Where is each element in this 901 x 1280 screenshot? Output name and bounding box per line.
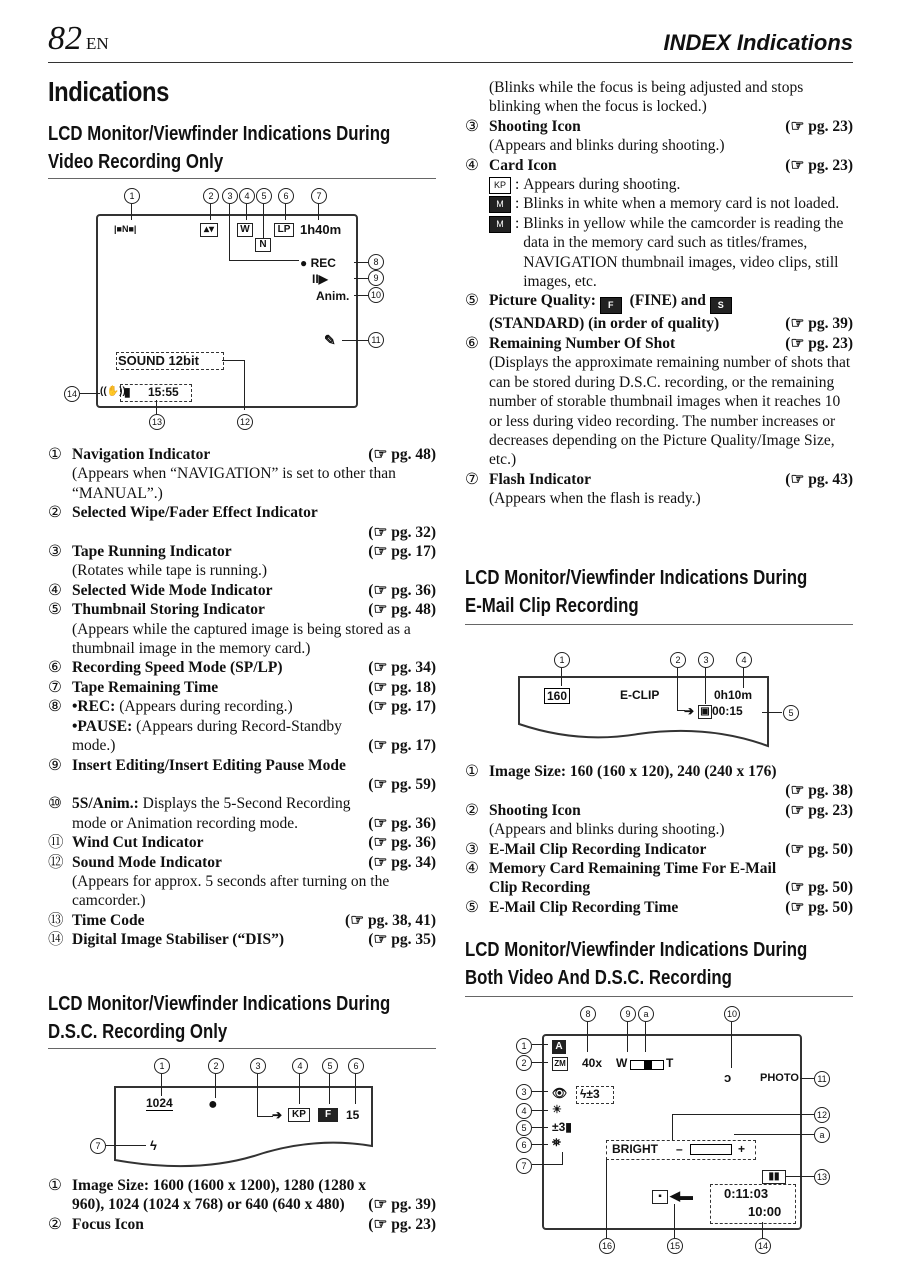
video-rule — [48, 178, 436, 179]
card-m-icon: M — [489, 196, 511, 213]
focus-note: (Blinks while the focus is being adjusted and stops blinking when the focus is locked.) — [489, 79, 804, 116]
list-item: ⑩ 5S/Anim.: Displays the 5-Second Recording mode or Animation recording mode. (☞ pg. 36) — [48, 795, 436, 832]
video-heading: LCD Monitor/Viewfinder Indications During Video Recording Only — [48, 123, 391, 173]
list-item: ⑨ Insert Editing/Insert Editing Pause Mode (☞ pg. 59) — [48, 756, 436, 793]
page-number: 82 EN — [48, 20, 109, 57]
list-item: ④ Selected Wide Mode Indicator (☞ pg. 36) — [48, 581, 436, 599]
list-item: ① Navigation Indicator (☞ pg. 48) (Appears when “NAVIGATION” is set to other than “MANUAL”.) — [48, 446, 436, 502]
list-item: •PAUSE: (Appears during Record-Standby mode.) (☞ pg. 17) — [72, 717, 436, 755]
card-m-icon: M — [489, 216, 511, 233]
dsc-rule — [48, 1048, 436, 1049]
email-heading: LCD Monitor/Viewfinder Indications During E-Mail Clip Recording — [465, 567, 808, 617]
list-item: ② Selected Wipe/Fader Effect Indicator (☞ pg. 32) — [48, 504, 436, 541]
standard-icon: S — [710, 297, 732, 314]
list-item: ⑥ Recording Speed Mode (SP/LP) (☞ pg. 34) — [48, 659, 436, 677]
video-indicator-list — [48, 445, 436, 950]
email-rule — [465, 624, 853, 625]
list-item: ⑤ Picture Quality: F (FINE) and S (STANDARD) (in order of quality) (☞ pg. 39) — [465, 292, 853, 333]
dsc-list-left — [48, 1176, 436, 1234]
video-screen-diagram: 1 2 3 4 5 6 7 |■N■| ▴▾ W N LP 1h40m ● REC II▶ Anim. ✎ 8 9 10 11 SOUND 12bit 12 ▮ 15:55 ((✋)) 14 13 — [62, 186, 392, 436]
list-item: ⑥ Remaining Number Of Shot (☞ pg. 23) (Displays the approximate remaining number of shots that can be stored during D.S.C. recording, or the remaining number of storable thumbnail images when it reaches 10 or less during video recording. The number increases or decreases depending on the Picture Quality/Image Size, etc.) — [465, 334, 853, 469]
list-item: ⑭ Digital Image Stabiliser (“DIS”) (☞ pg. 35) — [48, 931, 436, 949]
list-item: ④ Memory Card Remaining Time For E-Mail Clip Recording (☞ pg. 50) — [465, 860, 853, 897]
section-header: INDEX Indications — [663, 30, 853, 55]
list-item: ⑧ •REC: (Appears during recording.) (☞ pg. 17) — [48, 698, 436, 716]
list-item: ③ Shooting Icon (☞ pg. 23) (Appears and blinks during shooting.) — [465, 117, 853, 155]
list-item: ⑬ Time Code (☞ pg. 38, 41) — [48, 911, 436, 929]
both-heading: LCD Monitor/Viewfinder Indications During Both Video And D.S.C. Recording — [465, 939, 808, 989]
fine-icon: F — [600, 297, 622, 314]
page-title: Indications — [48, 76, 169, 107]
list-item: ② Focus Icon (☞ pg. 23) — [48, 1215, 436, 1233]
dsc-list-right — [465, 78, 853, 509]
both-rule — [465, 996, 853, 997]
list-item: ③ Tape Running Indicator (☞ pg. 17) (Rotates while tape is running.) — [48, 543, 436, 580]
list-item: ⑤ E-Mail Clip Recording Time (☞ pg. 50) — [465, 898, 853, 916]
both-screen-diagram: 8 9 a 10 1 2 3 4 5 6 7 A ZM 40x W T ↄ PHOTO 11 👁 ϟ±3 ☀ ±3▮ ⛯ 12 BRIGHT – + a ▮▮ 13 ▪ ◀▬ 0:11:03 10:00 16 15 14 — [510, 1004, 840, 1266]
list-item: ① Image Size: 160 (160 x 120), 240 (240 x 176) (☞ pg. 38) — [465, 763, 853, 800]
list-item: ⑦ Flash Indicator (☞ pg. 43) (Appears when the flash is ready.) — [465, 470, 853, 508]
list-item: ③ E-Mail Clip Recording Indicator (☞ pg. 50) — [465, 840, 853, 858]
language-label: EN — [86, 34, 109, 53]
email-indicator-list — [465, 762, 853, 917]
list-item: ⑦ Tape Remaining Time (☞ pg. 18) — [48, 678, 436, 696]
dsc-heading: LCD Monitor/Viewfinder Indications During D.S.C. Recording Only — [48, 993, 391, 1043]
dsc-screen-diagram: 1 2 3 4 5 6 1024 ● ➔ KP F 15 7 ϟ — [80, 1056, 390, 1168]
email-screen-diagram: 1 2 3 4 160 E-CLIP 0h10m ➔ ▣ 00:15 5 — [500, 646, 810, 750]
list-item: ⑫ Sound Mode Indicator (☞ pg. 34) (Appears for approx. 5 seconds after turning on the camcorder.) — [48, 853, 436, 910]
header-rule — [48, 62, 853, 63]
card-kp-icon: KP — [489, 177, 511, 194]
list-item: ② Shooting Icon (☞ pg. 23) (Appears and blinks during shooting.) — [465, 801, 853, 839]
list-item: ⑤ Thumbnail Storing Indicator (☞ pg. 48) (Appears while the captured image is being stored as a thumbnail image in the memory card.) — [48, 601, 436, 658]
list-item: ④ Card Icon (☞ pg. 23) KP : Appears during shooting. M : Blinks in white when a memory card is not loaded. M : Blinks in yellow while the camcorder is reading the data in the memory card such as titles/frames, NAVIGATION thumbnail images, video clips, still images, etc. — [465, 156, 853, 291]
list-item: ⑪ Wind Cut Indicator (☞ pg. 36) — [48, 834, 436, 852]
list-item: ① Image Size: 1600 (1600 x 1200), 1280 (1280 x 960), 1024 (1024 x 768) or 640 (640 x 480) (☞ pg. 39) — [48, 1177, 436, 1214]
